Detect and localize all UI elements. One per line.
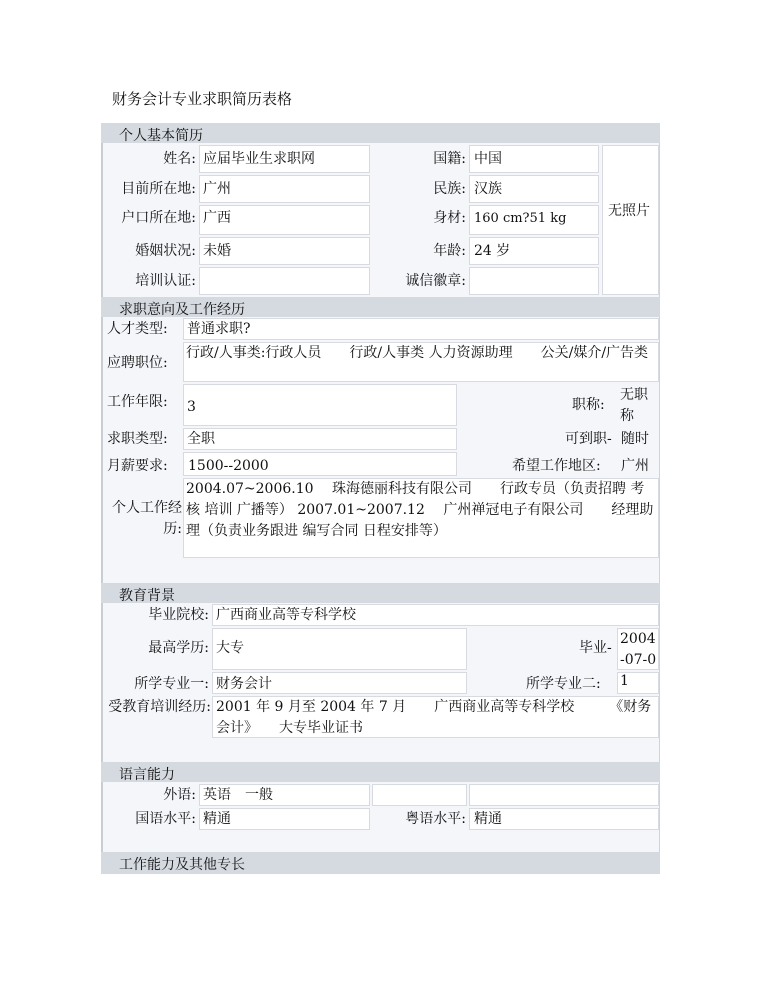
- section-title: 个人基本简历: [119, 128, 203, 144]
- section-header-skills: [101, 852, 660, 874]
- foreign-language-value: 英语 一般: [203, 787, 273, 803]
- name-label: 姓名:: [163, 151, 196, 167]
- age-label: 年龄:: [433, 243, 466, 259]
- cantonese-label: 粤语水平:: [405, 811, 466, 827]
- body-value: 160 cm?51 kg: [474, 211, 567, 226]
- ethnicity-value: 汉族: [474, 181, 502, 197]
- name-value: 应届毕业生求职网: [203, 151, 315, 167]
- hukou-value: 广西: [203, 210, 231, 226]
- school-label: 毕业院校:: [148, 607, 209, 623]
- school-value: 广西商业高等专科学校: [216, 607, 356, 623]
- value-cell: [183, 318, 659, 340]
- photo-cell: [602, 145, 659, 295]
- salary-label: 月薪要求:: [107, 458, 168, 474]
- value-cell: [183, 428, 457, 450]
- location-label: 目前所在地:: [121, 181, 196, 197]
- section-title: 语言能力: [119, 767, 175, 783]
- age-value: 24 岁: [474, 243, 511, 259]
- value-cell: [469, 784, 659, 806]
- training-label: 培训认证:: [135, 273, 196, 289]
- value-cell: [469, 267, 599, 295]
- body-label: 身材:: [433, 210, 466, 226]
- marital-label: 婚姻状况:: [135, 243, 196, 259]
- job-type-label: 求职类型:: [107, 431, 168, 447]
- graduation-label: 毕业-: [579, 640, 612, 656]
- years-label: 工作年限:: [107, 394, 168, 410]
- section-title: 工作能力及其他专长: [119, 857, 245, 873]
- mandarin-value: 精通: [203, 811, 231, 827]
- section-title: 求职意向及工作经历: [119, 302, 245, 318]
- credit-badge-label: 诚信徽章:: [405, 273, 466, 289]
- work-area-value: 广州: [621, 458, 649, 474]
- salary-value: 1500--2000: [188, 458, 269, 474]
- ethnicity-label: 民族:: [433, 181, 466, 197]
- foreign-language-label: 外语:: [163, 787, 196, 803]
- value-cell: [199, 267, 370, 295]
- degree-label: 最高学历:: [148, 640, 209, 656]
- section-header-intention: [101, 297, 660, 317]
- talent-type-value: 普通求职?: [187, 321, 251, 337]
- position-label: 应聘职位:: [107, 355, 168, 371]
- cantonese-value: 精通: [474, 811, 502, 827]
- nationality-label: 国籍:: [433, 151, 466, 167]
- page-title: 财务会计专业求职简历表格: [112, 90, 293, 108]
- value-cell: [183, 384, 457, 426]
- experience-value: 2004.07~2006.10 珠海德丽科技有限公司 行政专员（负责招聘 考核 培训 广播等） 2007.01~2007.12 广州禅冠电子有限公司 经理助理（负责业务跟进 编写合同 日程安排等）: [186, 481, 654, 539]
- talent-type-label: 人才类型:: [107, 321, 168, 337]
- years-value: 3: [187, 399, 196, 415]
- section-header-education: [101, 583, 660, 603]
- major-1-value: 财务会计: [216, 676, 272, 692]
- value-cell: [372, 784, 467, 806]
- degree-value: 大专: [216, 640, 244, 656]
- value-cell: [212, 628, 467, 670]
- experience-label: 个人工作经历:: [112, 500, 182, 537]
- major-2-label: 所学专业二:: [526, 676, 601, 692]
- education-training-label: 受教育培训经历:: [108, 699, 211, 715]
- section-header-language: [101, 762, 660, 782]
- nationality-value: 中国: [474, 151, 502, 167]
- section-header-basic: [101, 123, 660, 143]
- job-type-value: 全职: [187, 431, 215, 447]
- position-value: 行政/人事类:行政人员 行政/人事类 人力资源助理 公关/媒介/广告类: [186, 345, 649, 361]
- major-1-label: 所学专业一:: [134, 676, 209, 692]
- mandarin-label: 国语水平:: [135, 811, 196, 827]
- marital-value: 未婚: [203, 243, 231, 259]
- professional-title-value: 无职称: [620, 387, 648, 424]
- section-title: 教育背景: [119, 588, 175, 604]
- work-area-label: 希望工作地区:: [512, 458, 601, 474]
- graduation-value: 2004-07-01: [620, 631, 657, 689]
- location-value: 广州: [203, 181, 231, 197]
- arrival-label: 可到职-: [565, 431, 612, 447]
- professional-title-label: 职称:: [572, 397, 605, 413]
- education-training-value: 2001 年 9 月至 2004 年 7 月 广西商业高等专科学校 《财务会计》 大专毕业证书: [216, 699, 652, 736]
- hukou-label: 户口所在地:: [121, 210, 196, 226]
- photo-placeholder-text: 无照片: [608, 203, 650, 219]
- arrival-value: 随时: [621, 431, 649, 447]
